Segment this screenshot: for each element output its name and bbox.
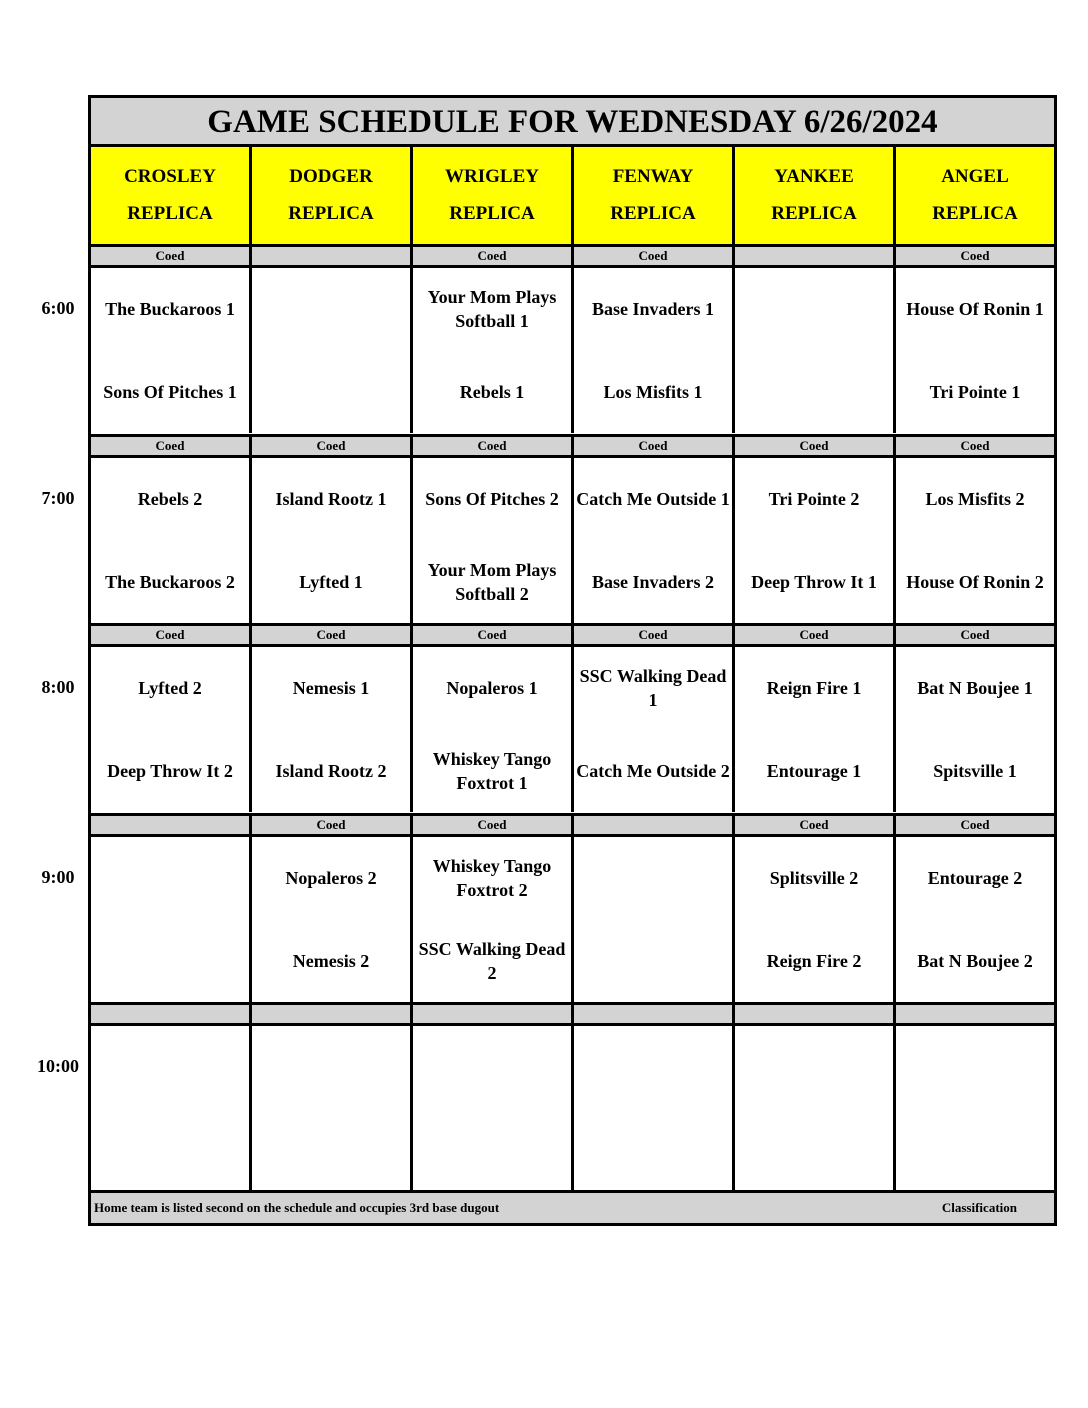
game-cell (735, 458, 896, 623)
classification-cell: Coed (252, 626, 413, 644)
field-type: REPLICA (771, 203, 857, 224)
classification-cell (735, 247, 896, 265)
field-header (91, 147, 252, 244)
field-header (896, 147, 1054, 244)
game-cell (896, 647, 1054, 812)
schedule-sheet (88, 95, 1057, 1226)
classification-cell: Coed (252, 816, 413, 834)
time-label: 6:00 (41, 298, 75, 318)
games-row (91, 268, 1054, 433)
away-team: Nopaleros 1 (446, 678, 538, 698)
game-cell (735, 837, 896, 1002)
classification-cell: Coed (413, 247, 574, 265)
home-team: Bat N Boujee 2 (917, 950, 1033, 971)
classification-cell: Coed (735, 437, 896, 455)
game-cell (574, 647, 735, 812)
away-team: SSC Walking Dead 1 (579, 666, 727, 710)
home-team (93, 936, 247, 986)
classification-cell (252, 1005, 413, 1023)
classification-row (91, 813, 1054, 837)
home-team: Base Invaders 2 (591, 571, 714, 592)
away-team: Tri Pointe 2 (768, 488, 860, 509)
away-team (898, 1042, 1052, 1092)
away-team (576, 1042, 730, 1092)
classification-cell: Coed (574, 247, 735, 265)
away-team: Bat N Boujee 1 (917, 678, 1033, 698)
classification-cell: Coed (735, 626, 896, 644)
game-cell (413, 268, 574, 433)
away-team: House Of Ronin 1 (906, 299, 1044, 319)
game-cell (91, 1026, 252, 1191)
field-type: REPLICA (127, 203, 213, 224)
away-team: Base Invaders 1 (591, 299, 714, 319)
home-team (576, 936, 730, 986)
classification-cell: Coed (896, 816, 1054, 834)
home-team: Catch Me Outside 2 (576, 761, 730, 781)
home-team (415, 1125, 569, 1175)
classification-cell: Coed (896, 437, 1054, 455)
time-slot-block (91, 623, 1054, 812)
classification-cell: Coed (896, 626, 1054, 644)
game-cell (413, 1026, 574, 1191)
field-type: REPLICA (449, 203, 535, 224)
away-team: Rebels 2 (137, 488, 203, 509)
classification-cell: Coed (896, 247, 1054, 265)
game-cell (574, 458, 735, 623)
away-team (576, 853, 730, 903)
field-name: WRIGLEY (445, 166, 539, 187)
game-cell (574, 837, 735, 1002)
away-team (254, 1042, 408, 1092)
home-team: The Buckaroos 2 (105, 571, 235, 592)
classification-cell (735, 1005, 896, 1023)
home-team: Deep Throw It 2 (107, 761, 233, 781)
game-cell (896, 1026, 1054, 1191)
game-cell (252, 1026, 413, 1191)
classification-row (91, 244, 1054, 268)
field-type: REPLICA (932, 203, 1018, 224)
game-cell (91, 647, 252, 812)
classification-cell: Coed (574, 437, 735, 455)
away-team (737, 1042, 891, 1092)
game-cell (735, 647, 896, 812)
classification-cell (574, 1005, 735, 1023)
games-row (91, 458, 1054, 623)
away-team: Lyfted 2 (138, 678, 202, 698)
home-team: Los Misfits 1 (603, 382, 703, 402)
game-cell (735, 268, 896, 433)
game-cell (252, 458, 413, 623)
classification-row (91, 623, 1054, 647)
games-row (91, 647, 1054, 812)
field-name: YANKEE (774, 166, 854, 187)
classification-cell: Coed (91, 247, 252, 265)
classification-cell: Coed (574, 626, 735, 644)
away-team: Nopaleros 2 (285, 867, 377, 888)
classification-cell: Coed (413, 437, 574, 455)
time-label: 10:00 (37, 1056, 79, 1076)
classification-cell (91, 1005, 252, 1023)
home-team (254, 1125, 408, 1175)
game-cell (91, 268, 252, 433)
away-team (737, 284, 891, 334)
field-header-row (91, 147, 1054, 244)
home-team: Whiskey Tango Foxtrot 1 (432, 749, 552, 793)
field-name: FENWAY (612, 166, 694, 187)
classification-row (91, 1002, 1054, 1026)
classification-cell: Coed (413, 626, 574, 644)
home-team: Reign Fire 2 (766, 950, 862, 971)
away-team (93, 1042, 247, 1092)
game-cell (896, 268, 1054, 433)
classification-row (91, 434, 1054, 458)
game-cell (91, 458, 252, 623)
time-slot-block (91, 813, 1054, 1002)
home-team: Island Rootz 2 (275, 761, 387, 781)
classification-cell (91, 816, 252, 834)
time-slot-block (91, 1002, 1054, 1191)
time-slot-block (91, 244, 1054, 433)
classification-cell: Coed (413, 816, 574, 834)
classification-cell (896, 1005, 1054, 1023)
game-cell (896, 458, 1054, 623)
away-team: Sons Of Pitches 2 (425, 488, 559, 509)
home-team (737, 1125, 891, 1175)
classification-cell (574, 816, 735, 834)
game-cell (252, 647, 413, 812)
away-team: Splitsville 2 (769, 867, 859, 888)
away-team: Island Rootz 1 (275, 488, 387, 509)
game-cell (574, 1026, 735, 1191)
field-type: REPLICA (610, 203, 696, 224)
game-cell (413, 647, 574, 812)
page-title: GAME SCHEDULE FOR WEDNESDAY 6/26/2024 (91, 98, 1054, 147)
game-cell (896, 837, 1054, 1002)
games-row (91, 837, 1054, 1002)
field-header (413, 147, 574, 244)
games-row (91, 1026, 1054, 1191)
time-label: 8:00 (41, 677, 75, 697)
home-team (576, 1125, 730, 1175)
classification-legend: Classification (941, 1200, 1017, 1215)
game-cell (252, 268, 413, 433)
footer-note: Home team is listed second on the schedule and occupies 3rd base dugout (94, 1200, 500, 1215)
game-cell (735, 1026, 896, 1191)
field-name: CROSLEY (124, 166, 216, 187)
classification-cell (413, 1005, 574, 1023)
time-label: 9:00 (41, 866, 75, 887)
field-header (252, 147, 413, 244)
home-team: Deep Throw It 1 (751, 571, 877, 592)
field-name: ANGEL (941, 166, 1009, 187)
classification-cell (252, 247, 413, 265)
field-type: REPLICA (288, 203, 374, 224)
home-team: Tri Pointe 1 (929, 382, 1021, 402)
classification-cell: Coed (735, 816, 896, 834)
away-team: Los Misfits 2 (925, 488, 1025, 509)
field-name: DODGER (289, 166, 373, 187)
away-team: Catch Me Outside 1 (576, 488, 730, 509)
field-header (574, 147, 735, 244)
home-team: Nemesis 2 (292, 950, 370, 971)
time-label: 7:00 (41, 487, 75, 508)
game-cell (413, 837, 574, 1002)
away-team: Entourage 2 (927, 867, 1023, 888)
away-team: Reign Fire 1 (766, 678, 862, 698)
classification-cell: Coed (91, 437, 252, 455)
game-cell (91, 837, 252, 1002)
game-cell (574, 268, 735, 433)
home-team: Spitsville 1 (933, 761, 1017, 781)
time-slot-block (91, 434, 1054, 623)
home-team (254, 367, 408, 417)
home-team: Rebels 1 (459, 382, 525, 402)
home-team: SSC Walking Dead 2 (418, 938, 566, 983)
game-cell (413, 458, 574, 623)
home-team: Sons Of Pitches 1 (103, 382, 237, 402)
footer-bar (91, 1190, 1054, 1223)
away-team (254, 284, 408, 334)
field-header (735, 147, 896, 244)
home-team (93, 1125, 247, 1175)
away-team: The Buckaroos 1 (105, 299, 235, 319)
classification-cell: Coed (91, 626, 252, 644)
away-team: Nemesis 1 (292, 678, 370, 698)
away-team (93, 853, 247, 903)
home-team (737, 367, 891, 417)
home-team (898, 1125, 1052, 1175)
home-team: Entourage 1 (766, 761, 862, 781)
home-team: House Of Ronin 2 (906, 571, 1044, 592)
away-team: Your Mom Plays Softball 1 (427, 287, 557, 331)
away-team (415, 1042, 569, 1092)
classification-cell: Coed (252, 437, 413, 455)
game-cell (252, 837, 413, 1002)
home-team: Lyfted 1 (299, 571, 363, 592)
home-team: Your Mom Plays Softball 2 (427, 559, 557, 604)
away-team: Whiskey Tango Foxtrot 2 (432, 855, 552, 900)
